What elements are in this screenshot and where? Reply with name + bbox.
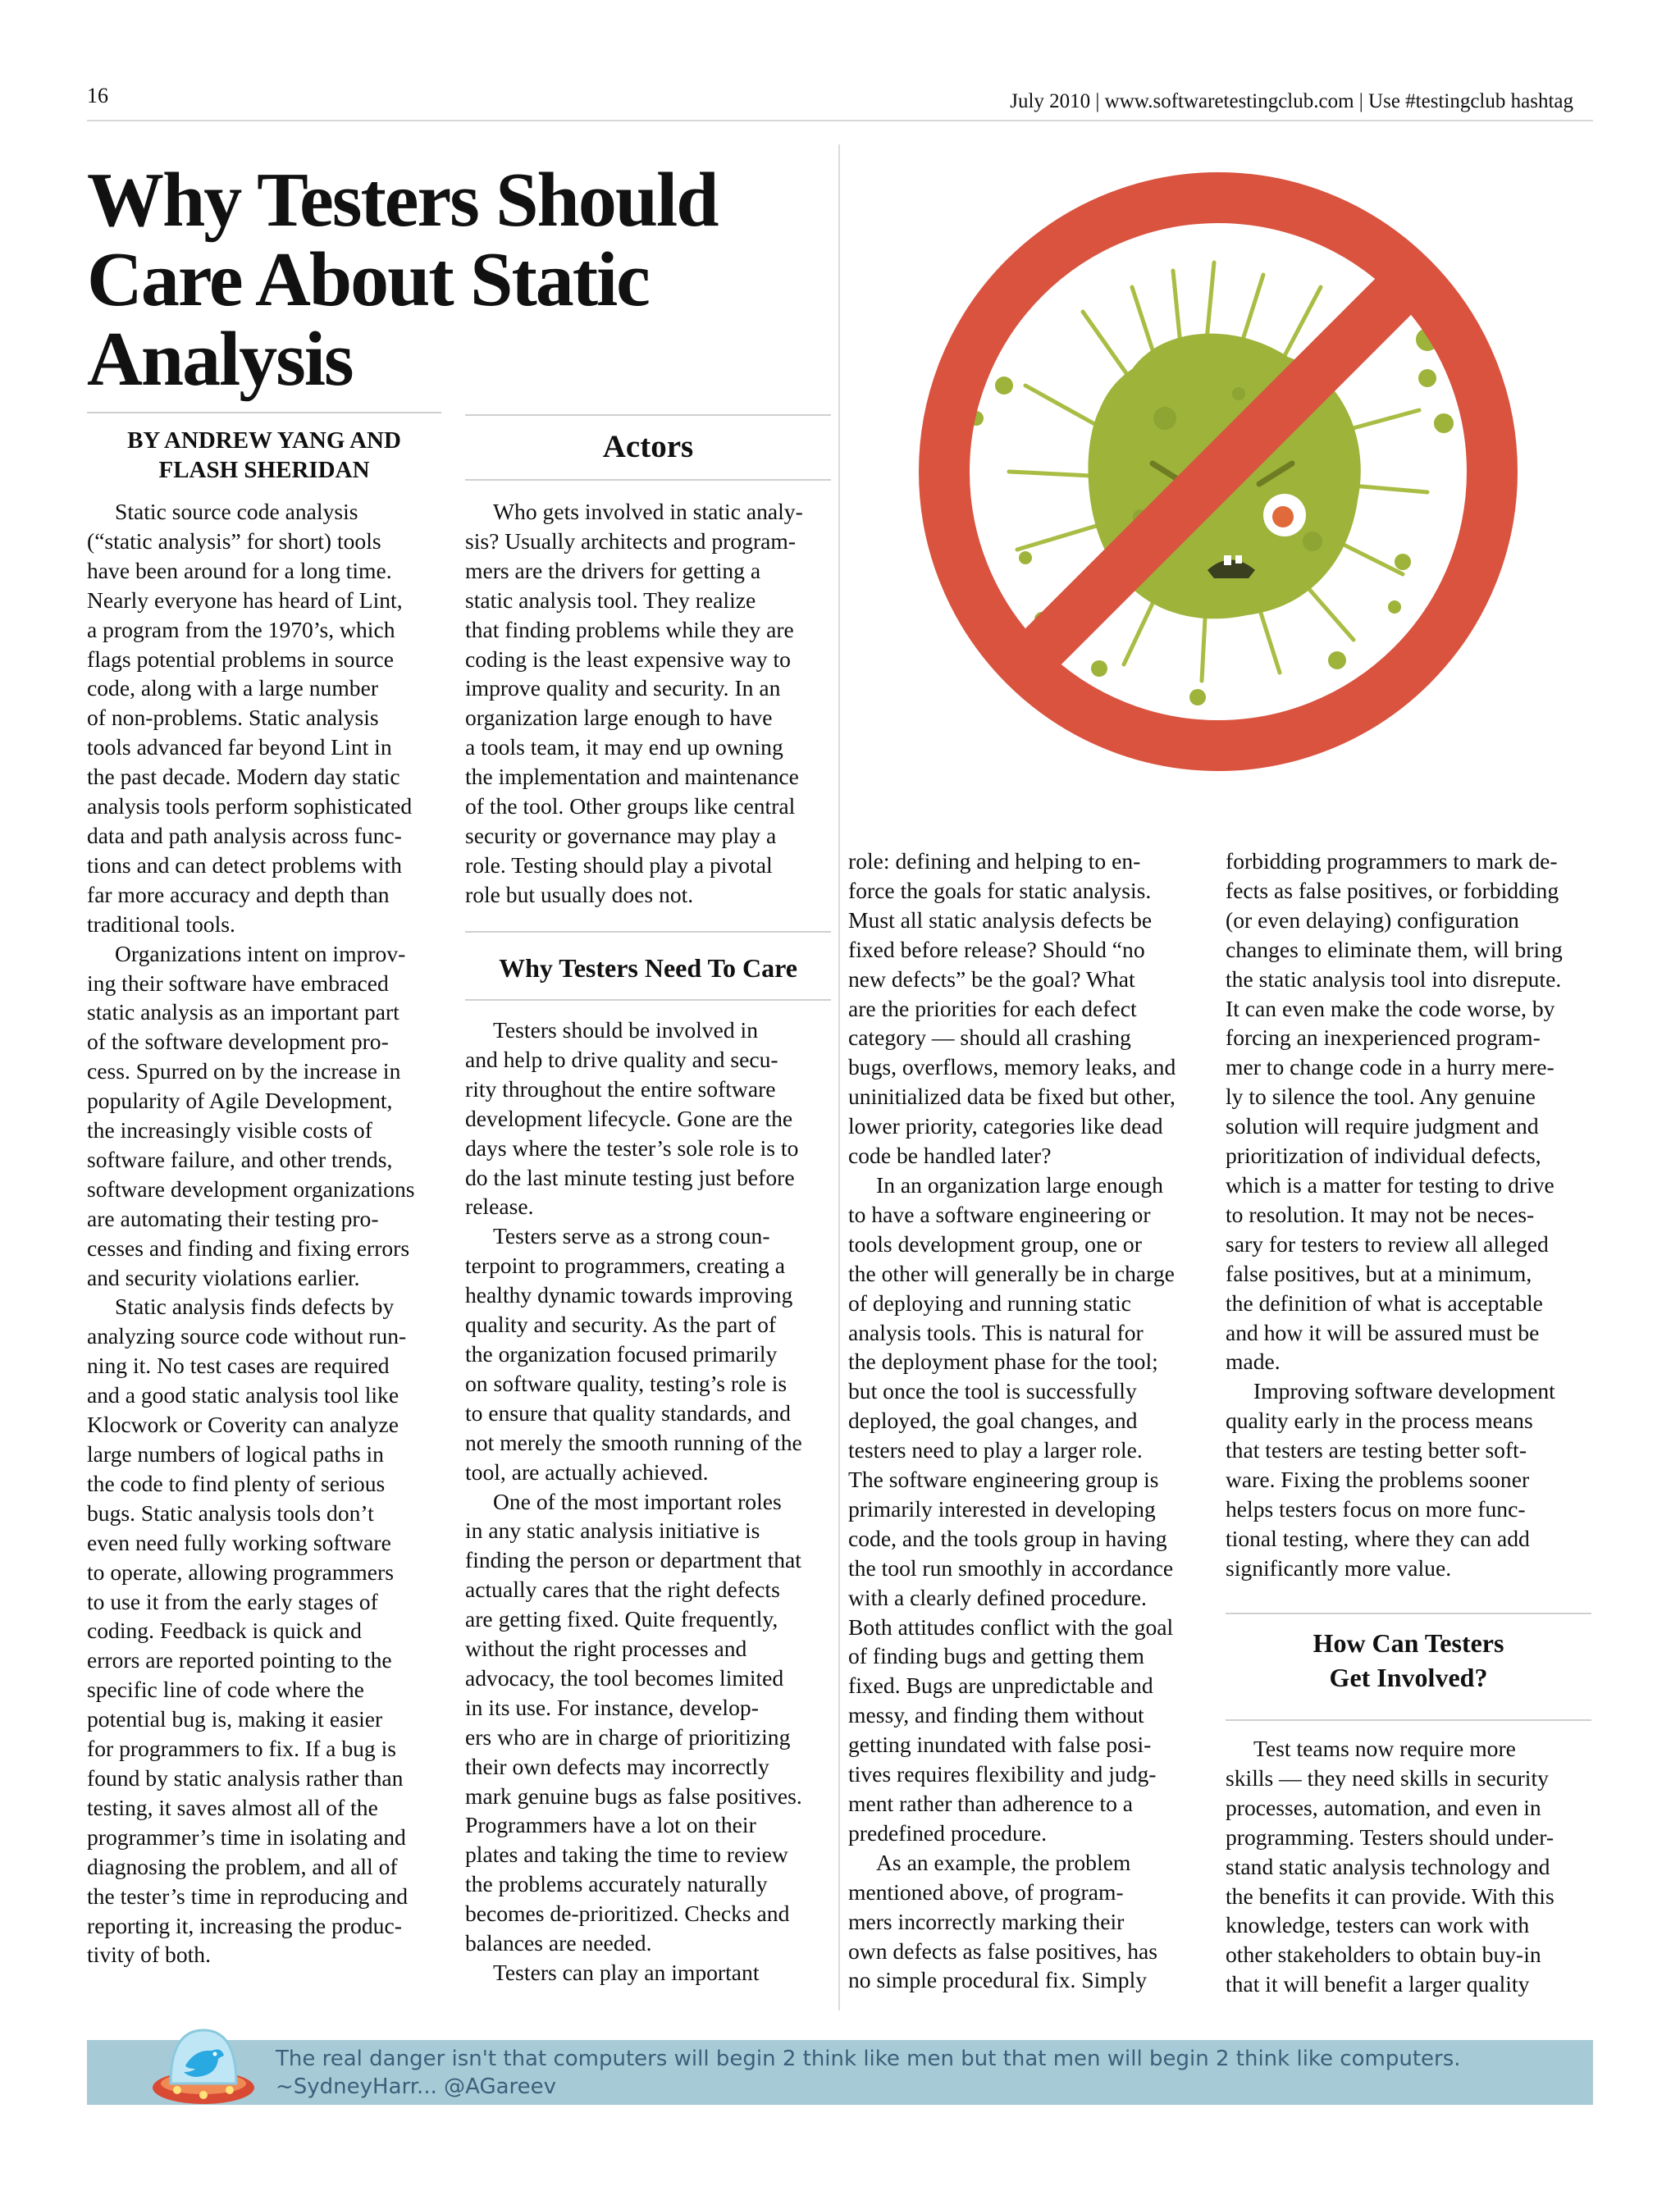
col3-line: Both attitudes conflict with the goal — [848, 1613, 1174, 1640]
title-line: Analysis — [87, 317, 353, 402]
col4-line: ly to silence the tool. Any genuine — [1226, 1084, 1536, 1110]
col4-line: forcing an inexperienced program- — [1226, 1025, 1541, 1051]
how-heading-line: Get Involved? — [1329, 1663, 1488, 1692]
why-bottom-rule — [465, 999, 831, 1001]
quote-text-block — [276, 2045, 1461, 2101]
col1-line: Static analysis finds defects by — [115, 1294, 395, 1320]
col1-line: (“static analysis” for short) tools — [87, 527, 381, 554]
col4-line: quality early in the process means — [1226, 1408, 1533, 1434]
col1-line: tools advanced far beyond Lint in — [87, 734, 392, 760]
actors-line: organization large enough to have — [465, 705, 773, 731]
why-line: in its use. For instance, develop- — [465, 1694, 759, 1720]
col1-line: Klocwork or Coverity can analyze — [87, 1412, 399, 1438]
col1-line: programmer’s time in isolating and — [87, 1823, 406, 1850]
col1-line: cesses and finding and fixing errors — [87, 1235, 410, 1261]
why-line: balances are needed. — [465, 1930, 652, 1956]
why-line: days where the tester’s sole role is to — [465, 1134, 799, 1161]
col3-line: getting inundated with false posi- — [848, 1732, 1152, 1758]
col4-line: sary for testers to review all alleged — [1226, 1230, 1549, 1257]
actors-line: that finding problems while they are — [465, 616, 794, 642]
col3-line: code be handled later? — [848, 1143, 1052, 1169]
actors-line: improve quality and security. In an — [465, 675, 781, 701]
col1-line: analysis tools perform sophisticated — [87, 793, 413, 819]
header-info: July 2010 | www.softwaretestingclub.com | Use #testingclub hashtag — [1010, 90, 1573, 112]
why-line: to ensure that quality standards, and — [465, 1399, 791, 1426]
col3-line: ment rather than adherence to a — [848, 1791, 1134, 1816]
why-line: the problems accurately naturally — [465, 1871, 768, 1897]
col4-line: helps testers focus on more func- — [1226, 1495, 1526, 1522]
col1-line: for programmers to fix. If a bug is — [87, 1736, 397, 1762]
col3-line: new defects” be the goal? What — [848, 965, 1135, 992]
how-line: processes, automation, and even in — [1226, 1794, 1541, 1820]
col1-line: diagnosing the problem, and all of — [87, 1853, 398, 1879]
column-divider — [838, 144, 840, 2010]
why-line: quality and security. As the part of — [465, 1312, 777, 1338]
col4-line: ware. Fixing the problems sooner — [1226, 1467, 1530, 1493]
why-line: Testers serve as a strong coun- — [493, 1223, 770, 1249]
col3-line: uninitialized data be fixed but other, — [848, 1084, 1176, 1110]
why-line: on software quality, testing’s role is — [465, 1370, 788, 1396]
how-line: programming. Testers should under- — [1226, 1823, 1554, 1850]
col1-line: Static source code analysis — [115, 499, 358, 524]
how-line: that it will benefit a larger quality — [1226, 1971, 1530, 1997]
actors-line: coding is the least expensive way to — [465, 646, 791, 672]
actors-top-rule — [465, 414, 831, 416]
no-virus-illustration — [853, 148, 1583, 837]
col4-line: that testers are testing better soft- — [1226, 1437, 1527, 1463]
col1-line: a program from the 1970’s, which — [87, 616, 395, 642]
actors-line: the implementation and maintenance — [465, 764, 799, 790]
col1-line: specific line of code where the — [87, 1677, 364, 1703]
col3-line: the other will generally be in charge — [848, 1260, 1175, 1286]
twitter-bird-ufo-icon — [146, 2001, 261, 2116]
why-line: rity throughout the entire software — [465, 1075, 776, 1102]
col1-line: of non-problems. Static analysis — [87, 705, 379, 731]
col1-line: static analysis as an important part — [87, 999, 399, 1025]
col1-line: and a good static analysis tool like — [87, 1382, 399, 1408]
col3-line: but once the tool is successfully — [848, 1378, 1137, 1404]
actors-bottom-rule — [465, 479, 831, 481]
why-line: their own defects may incorrectly — [465, 1753, 769, 1779]
col1-line: cess. Spurred on by the increase in — [87, 1058, 401, 1084]
col1-line: tivity of both. — [87, 1942, 211, 1968]
col3-line: The software engineering group is — [848, 1467, 1159, 1493]
col4-line: tional testing, where they can add — [1226, 1525, 1530, 1551]
how-line: knowledge, testers can work with — [1226, 1912, 1530, 1938]
col1-line: found by static analysis rather than — [87, 1764, 404, 1791]
col3-line: force the goals for static analysis. — [848, 877, 1152, 903]
title-line: Why Testers Should — [87, 157, 718, 243]
article-column-4 — [1226, 847, 1599, 1583]
how-section — [1226, 1734, 1599, 1999]
why-line: Testers can play an important — [493, 1960, 760, 1985]
why-line: healthy dynamic towards improving — [465, 1282, 793, 1308]
how-heading — [1226, 1626, 1591, 1695]
col3-line: deployed, the goal changes, and — [848, 1408, 1138, 1434]
how-heading-line: How Can Testers — [1312, 1628, 1504, 1658]
col4-line: mer to change code in a hurry mere- — [1226, 1054, 1554, 1080]
col3-line: mers incorrectly marking their — [848, 1908, 1125, 1934]
col3-line: of deploying and running static — [848, 1289, 1131, 1316]
col1-line: code, along with a large number — [87, 675, 379, 701]
col3-line: lower priority, categories like dead — [848, 1113, 1163, 1139]
col4-line: made. — [1226, 1349, 1281, 1375]
why-section — [465, 1016, 834, 1988]
col3-line: the tool run smoothly in accordance — [848, 1554, 1174, 1581]
col3-line: tools development group, one or — [848, 1230, 1142, 1257]
quote-text: The real danger isn't that computers will begin 2 think like men but that men will begin 2 think like computers. — [276, 2047, 1461, 2071]
col3-line: testers need to play a larger role. — [848, 1437, 1143, 1463]
why-line: release. — [465, 1193, 534, 1220]
col1-line: and security violations earlier. — [87, 1264, 360, 1290]
why-line: and help to drive quality and secu- — [465, 1046, 778, 1072]
col1-line: popularity of Agile Development, — [87, 1088, 393, 1114]
col4-line: It can even make the code worse, by — [1226, 995, 1555, 1021]
why-line: are getting fixed. Quite frequently, — [465, 1606, 778, 1632]
col1-line: tions and can detect problems with — [87, 851, 402, 878]
col1-line: large numbers of logical paths in — [87, 1441, 384, 1467]
col3-line: messy, and finding them without — [848, 1702, 1144, 1728]
why-line: Programmers have a lot on their — [465, 1812, 756, 1838]
why-line: advocacy, the tool becomes limited — [465, 1664, 784, 1691]
col1-line: potential bug is, making it easier — [87, 1706, 383, 1732]
actors-line: sis? Usually architects and program- — [465, 527, 797, 554]
page-number: 16 — [87, 84, 108, 107]
byline-rule — [87, 412, 441, 413]
why-line: Testers should be involved in — [493, 1017, 759, 1043]
col3-line: fixed. Bugs are unpredictable and — [848, 1673, 1153, 1699]
col1-line: flags potential problems in source — [87, 646, 394, 672]
byline — [87, 426, 441, 485]
why-line: the organization focused primarily — [465, 1340, 778, 1367]
why-line: finding the person or department that — [465, 1547, 801, 1573]
col1-line: the past decade. Modern day static — [87, 764, 400, 790]
why-line: not merely the smooth running of the — [465, 1429, 802, 1455]
col3-line: code, and the tools group in having — [848, 1525, 1167, 1551]
actors-line: mers are the drivers for getting a — [465, 557, 761, 583]
why-line: development lifecycle. Gone are the — [465, 1105, 793, 1131]
why-line: terpoint to programmers, creating a — [465, 1253, 786, 1279]
byline-line: BY ANDREW YANG AND — [127, 427, 401, 454]
col1-line: analyzing source code without run- — [87, 1323, 407, 1349]
col3-line: role: defining and helping to en- — [848, 848, 1141, 874]
col4-line: to resolution. It may not be neces- — [1226, 1201, 1535, 1227]
how-top-rule — [1226, 1613, 1591, 1614]
why-line: becomes de-prioritized. Checks and — [465, 1901, 790, 1927]
title-line: Care About Static — [87, 237, 649, 322]
col1-line: to operate, allowing programmers — [87, 1559, 394, 1585]
col4-line: Improving software development — [1253, 1378, 1555, 1404]
col3-line: own defects as false positives, has — [848, 1937, 1158, 1964]
actors-line: role but usually does not. — [465, 881, 694, 907]
why-line: plates and taking the time to review — [465, 1842, 788, 1868]
col3-line: In an organization large enough — [876, 1171, 1163, 1198]
actors-line: static analysis tool. They realize — [465, 586, 756, 613]
article-column-3 — [848, 847, 1217, 1995]
col4-line: prioritization of individual defects, — [1226, 1143, 1541, 1169]
col4-line: changes to eliminate them, will bring — [1226, 936, 1563, 962]
col3-line: category — should all crashing — [848, 1025, 1131, 1051]
why-line: tool, are actually achieved. — [465, 1458, 709, 1485]
actors-line: of the tool. Other groups like central — [465, 793, 796, 819]
col1-line: coding. Feedback is quick and — [87, 1618, 362, 1644]
col1-line: data and path analysis across func- — [87, 822, 402, 848]
col1-line: ning it. No test cases are required — [87, 1353, 390, 1379]
col3-line: As an example, the problem — [876, 1849, 1131, 1875]
col1-line: traditional tools. — [87, 911, 235, 937]
how-line: stand static analysis technology and — [1226, 1853, 1550, 1879]
why-heading: Why Testers Need To Care — [499, 953, 797, 983]
why-line: ers who are in charge of prioritizing — [465, 1723, 791, 1750]
col1-line: software development organizations — [87, 1175, 415, 1202]
col4-line: significantly more value. — [1226, 1554, 1452, 1581]
col3-line: the deployment phase for the tool; — [848, 1349, 1158, 1375]
col3-line: of finding bugs and getting them — [848, 1643, 1144, 1669]
col4-line: false positives, but at a minimum, — [1226, 1260, 1532, 1286]
col1-line: are automating their testing pro- — [87, 1205, 379, 1231]
col4-line: the definition of what is acceptable — [1226, 1289, 1543, 1316]
why-line: do the last minute testing just before — [465, 1164, 795, 1190]
actors-line: security or governance may play a — [465, 822, 777, 848]
col3-line: predefined procedure. — [848, 1819, 1048, 1846]
header-divider — [87, 120, 1593, 121]
why-line: without the right processes and — [465, 1636, 747, 1662]
col4-line: forbidding programmers to mark de- — [1226, 848, 1558, 874]
col4-line: (or even delaying) configuration — [1226, 906, 1519, 933]
col1-line: bugs. Static analysis tools don’t — [87, 1499, 374, 1526]
col3-line: Must all static analysis defects be — [848, 906, 1153, 933]
why-line: in any static analysis initiative is — [465, 1518, 760, 1544]
actors-heading: Actors — [602, 429, 694, 464]
col1-line: errors are reported pointing to the — [87, 1647, 392, 1673]
col3-line: with a clearly defined procedure. — [848, 1584, 1147, 1610]
how-line: Test teams now require more — [1253, 1736, 1516, 1761]
col1-line: Organizations intent on improv- — [115, 940, 406, 966]
actors-line: Who gets involved in static analy- — [493, 499, 803, 524]
why-top-rule — [465, 931, 831, 933]
col3-line: bugs, overflows, memory leaks, and — [848, 1054, 1176, 1080]
col3-line: mentioned above, of program- — [848, 1878, 1124, 1905]
how-line: skills — they need skills in security — [1226, 1764, 1549, 1791]
col4-line: solution will require judgment and — [1226, 1113, 1539, 1139]
actors-line: role. Testing should play a pivotal — [465, 851, 773, 878]
col1-line: software failure, and other trends, — [87, 1146, 393, 1172]
col1-line: far more accuracy and depth than — [87, 881, 390, 907]
col1-line: even need fully working software — [87, 1529, 391, 1555]
col4-line: which is a matter for testing to drive — [1226, 1171, 1554, 1198]
col1-line: the increasingly visible costs of — [87, 1117, 372, 1143]
col1-line: reporting it, increasing the produc- — [87, 1912, 402, 1938]
col3-line: analysis tools. This is natural for — [848, 1319, 1144, 1345]
article-column-1 — [87, 497, 452, 1969]
col3-line: to have a software engineering or — [848, 1201, 1151, 1227]
why-line: One of the most important roles — [493, 1488, 782, 1514]
article-title — [87, 157, 825, 402]
col1-line: Nearly everyone has heard of Lint, — [87, 586, 403, 613]
actors-line: a tools team, it may end up owning — [465, 734, 783, 760]
col3-line: primarily interested in developing — [848, 1495, 1156, 1522]
why-line: mark genuine bugs as false positives. — [465, 1782, 802, 1809]
col1-line: testing, it saves almost all of the — [87, 1794, 378, 1820]
quote-attribution: ~SydneyHarr... @AGareev — [276, 2074, 557, 2099]
col4-line: the static analysis tool into disrepute. — [1226, 965, 1562, 992]
col3-line: are the priorities for each defect — [848, 995, 1137, 1021]
how-line: the benefits it can provide. With this — [1226, 1883, 1554, 1909]
actors-section — [465, 497, 834, 910]
col3-line: no simple procedural fix. Simply — [848, 1967, 1148, 1993]
byline-line: FLASH SHERIDAN — [158, 457, 370, 483]
col1-line: the code to find plenty of serious — [87, 1470, 386, 1496]
col3-line: fixed before release? Should “no — [848, 936, 1145, 962]
why-line: actually cares that the right defects — [465, 1577, 780, 1603]
col1-line: ing their software have embraced — [87, 970, 389, 996]
how-line: other stakeholders to obtain buy-in — [1226, 1942, 1541, 1968]
how-bottom-rule — [1226, 1719, 1591, 1721]
col4-line: and how it will be assured must be — [1226, 1319, 1540, 1345]
col1-line: of the software development pro- — [87, 1029, 389, 1055]
col1-line: have been around for a long time. — [87, 557, 392, 583]
col1-line: to use it from the early stages of — [87, 1588, 378, 1614]
col4-line: fects as false positives, or forbidding — [1226, 877, 1559, 903]
col3-line: tives requires flexibility and judg- — [848, 1761, 1157, 1787]
col1-line: the tester’s time in reproducing and — [87, 1883, 409, 1909]
